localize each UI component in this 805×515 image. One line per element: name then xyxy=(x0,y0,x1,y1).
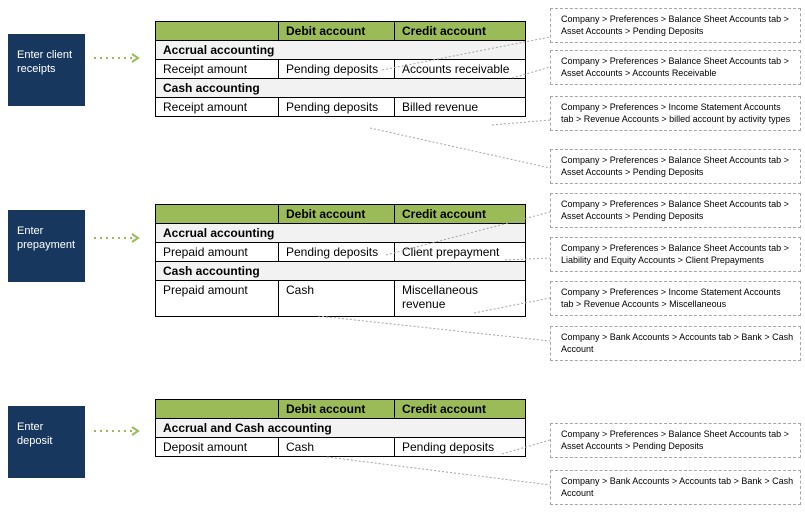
section-row xyxy=(156,41,526,60)
section-title: Cash accounting xyxy=(156,79,526,98)
debit-cell: Pending deposits xyxy=(279,243,395,262)
header-debit: Debit account xyxy=(279,22,395,41)
amount-cell: Deposit amount xyxy=(156,438,279,457)
amount-cell: Receipt amount xyxy=(156,98,279,117)
section-title: Cash accounting xyxy=(156,262,526,281)
debit-cell: Pending deposits xyxy=(279,60,395,79)
step-enter-deposit: Enter deposit xyxy=(8,406,85,478)
section-row xyxy=(156,419,526,438)
credit-cell: Billed revenue xyxy=(395,98,526,117)
note-pending-deposits: Company > Preferences > Balance Sheet Accounts tab > Asset Accounts > Pending Deposits xyxy=(550,193,801,228)
amount-cell: Prepaid amount xyxy=(156,281,279,317)
debit-cell: Pending deposits xyxy=(279,98,395,117)
table-row xyxy=(156,243,526,262)
credit-cell: Miscellaneous revenue xyxy=(395,281,526,317)
table-header-row xyxy=(156,205,526,224)
header-debit: Debit account xyxy=(279,400,395,419)
table-header-row xyxy=(156,400,526,419)
header-debit: Debit account xyxy=(279,205,395,224)
step-enter-prepayment: Enter prepayment xyxy=(8,210,85,282)
note-cash-account: Company > Bank Accounts > Accounts tab > Bank > Cash Account xyxy=(550,470,801,505)
table-header-row xyxy=(156,22,526,41)
note-accounts-receivable: Company > Preferences > Balance Sheet Accounts tab > Asset Accounts > Accounts Receivable xyxy=(550,50,801,85)
table-row xyxy=(156,281,526,317)
table-row xyxy=(156,438,526,457)
connector-line xyxy=(327,457,550,485)
client-receipts-table xyxy=(155,21,526,117)
note-client-prepayments: Company > Preferences > Balance Sheet Accounts tab > Liability and Equity Accounts > Client Prepayments xyxy=(550,237,801,272)
connector-line xyxy=(370,128,550,168)
connector-line xyxy=(492,120,550,125)
section-row xyxy=(156,262,526,281)
section-row xyxy=(156,224,526,243)
credit-cell: Client prepayment xyxy=(395,243,526,262)
dotted-arrow-3 xyxy=(92,426,142,436)
note-pending-deposits: Company > Preferences > Balance Sheet Accounts tab > Asset Accounts > Pending Deposits xyxy=(550,149,801,184)
note-billed-revenue: Company > Preferences > Income Statement Accounts tab > Revenue Accounts > billed account by activity types xyxy=(550,96,801,131)
prepayment-table xyxy=(155,204,526,317)
section-title: Accrual accounting xyxy=(156,224,526,243)
header-blank-cell xyxy=(156,400,279,419)
step-enter-client-receipts: Enter client receipts xyxy=(8,34,85,106)
header-credit: Credit account xyxy=(395,22,526,41)
note-miscellaneous: Company > Preferences > Income Statement Accounts tab > Revenue Accounts > Miscellaneous xyxy=(550,281,801,316)
dotted-arrow-1 xyxy=(92,53,142,63)
amount-cell: Prepaid amount xyxy=(156,243,279,262)
table-row xyxy=(156,98,526,117)
debit-cell: Cash xyxy=(279,281,395,317)
note-pending-deposits: Company > Preferences > Balance Sheet Accounts tab > Asset Accounts > Pending Deposits xyxy=(550,423,801,458)
debit-cell: Cash xyxy=(279,438,395,457)
header-credit: Credit account xyxy=(395,205,526,224)
header-blank-cell xyxy=(156,205,279,224)
deposit-table xyxy=(155,399,526,457)
header-blank-cell xyxy=(156,22,279,41)
header-credit: Credit account xyxy=(395,400,526,419)
amount-cell: Receipt amount xyxy=(156,60,279,79)
credit-cell: Pending deposits xyxy=(395,438,526,457)
note-pending-deposits: Company > Preferences > Balance Sheet Accounts tab > Asset Accounts > Pending Deposits xyxy=(550,8,801,43)
credit-cell: Accounts receivable xyxy=(395,60,526,79)
section-row xyxy=(156,79,526,98)
section-title: Accrual and Cash accounting xyxy=(156,419,526,438)
connector-line xyxy=(318,316,550,341)
section-title: Accrual accounting xyxy=(156,41,526,60)
table-row xyxy=(156,60,526,79)
dotted-arrow-2 xyxy=(92,233,142,243)
note-cash-account: Company > Bank Accounts > Accounts tab > Bank > Cash Account xyxy=(550,326,801,361)
